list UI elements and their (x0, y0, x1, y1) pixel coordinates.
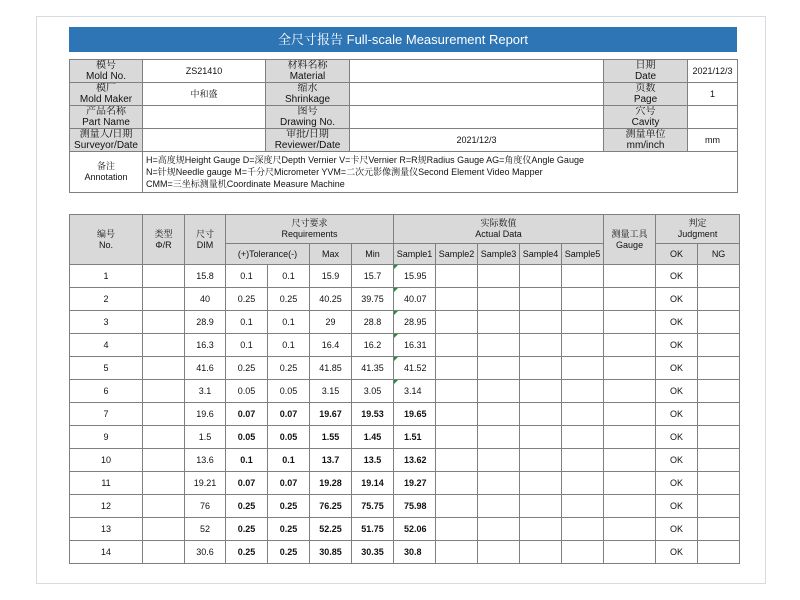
row-sample5[interactable] (562, 265, 604, 288)
row-tol-plus: 0.05 (226, 380, 268, 403)
row-sample3[interactable] (478, 265, 520, 288)
row-min: 41.35 (352, 357, 394, 380)
row-ng[interactable] (698, 403, 740, 426)
mold-maker-label: 模厂 Mold Maker (70, 83, 143, 106)
row-tol-plus: 0.1 (226, 449, 268, 472)
row-dim: 19.6 (185, 403, 226, 426)
row-no: 1 (70, 265, 143, 288)
row-gauge[interactable] (604, 334, 656, 357)
part-name-label: 产品名称 Part Name (70, 106, 143, 129)
row-sample5[interactable] (562, 495, 604, 518)
annotation-line-1: H=高度规Height Gauge D=深度尺Depth Vernier V=卡尺Vernier R=R规Radius Gauge AG=角度仪Angle Gauge (146, 155, 584, 165)
row-type[interactable] (143, 449, 185, 472)
row-sample1[interactable]: 19.65 (394, 403, 436, 426)
unit-value[interactable]: mm (688, 129, 738, 152)
row-sample5[interactable] (562, 518, 604, 541)
row-ok[interactable]: OK (656, 541, 698, 564)
row-sample5[interactable] (562, 403, 604, 426)
row-max: 30.85 (310, 541, 352, 564)
row-max: 19.28 (310, 472, 352, 495)
table-row (70, 403, 740, 426)
row-min: 51.75 (352, 518, 394, 541)
surveyor-label: 测量人/日期 Surveyor/Date (70, 129, 143, 152)
row-type[interactable] (143, 541, 185, 564)
row-type[interactable] (143, 403, 185, 426)
row-tol-plus: 0.1 (226, 334, 268, 357)
row-type[interactable] (143, 472, 185, 495)
cavity-label: 穴号 Cavity (604, 106, 688, 129)
row-sample3[interactable] (478, 311, 520, 334)
row-sample2[interactable] (436, 334, 478, 357)
row-tol-minus: 0.1 (268, 265, 310, 288)
mold-no-value[interactable]: ZS21410 (143, 60, 266, 83)
row-tol-plus: 0.1 (226, 311, 268, 334)
row-sample4[interactable] (520, 288, 562, 311)
row-max: 41.85 (310, 357, 352, 380)
row-max: 1.55 (310, 426, 352, 449)
row-max: 29 (310, 311, 352, 334)
row-sample1[interactable]: 40.07 (394, 288, 436, 311)
row-no: 4 (70, 334, 143, 357)
page-label: 页数 Page (604, 83, 688, 106)
row-sample5[interactable] (562, 288, 604, 311)
annotation-line-2: N=针规Needle gauge M=千分尺Micrometer YVM=二次元影像测量仪Second Element Video Mapper (146, 167, 543, 177)
row-sample5[interactable] (562, 472, 604, 495)
row-gauge[interactable] (604, 403, 656, 426)
row-gauge[interactable] (604, 288, 656, 311)
row-ng[interactable] (698, 334, 740, 357)
row-ng[interactable] (698, 426, 740, 449)
row-sample2[interactable] (436, 357, 478, 380)
row-dim: 13.6 (185, 449, 226, 472)
row-sample1[interactable]: 52.06 (394, 518, 436, 541)
row-no: 11 (70, 472, 143, 495)
row-sample4[interactable] (520, 541, 562, 564)
row-sample5[interactable] (562, 541, 604, 564)
table-row (70, 426, 740, 449)
row-gauge[interactable] (604, 518, 656, 541)
row-min: 30.35 (352, 541, 394, 564)
row-no: 7 (70, 403, 143, 426)
table-row (70, 449, 740, 472)
row-ok[interactable]: OK (656, 449, 698, 472)
row-sample1[interactable]: 13.62 (394, 449, 436, 472)
material-value[interactable] (350, 60, 604, 83)
header-max: Max (310, 244, 352, 265)
row-sample3[interactable] (478, 288, 520, 311)
table-row (70, 357, 740, 380)
material-label: 材料名称 Material (266, 60, 350, 83)
drawing-no-value[interactable] (350, 106, 604, 129)
row-dim: 40 (185, 288, 226, 311)
row-sample4[interactable] (520, 495, 562, 518)
annotation-box (143, 152, 738, 193)
measurement-table (69, 214, 740, 564)
row-tol-minus: 0.05 (268, 426, 310, 449)
row-sample1[interactable]: 3.14 (394, 380, 436, 403)
header-judgment: 判定 Judgment (656, 215, 740, 244)
annotation-line-3: CMM=三坐标测量机Coordinate Measure Machine (146, 179, 345, 189)
row-tol-plus: 0.07 (226, 403, 268, 426)
reviewer-value[interactable]: 2021/12/3 (350, 129, 604, 152)
row-max: 15.9 (310, 265, 352, 288)
row-ng[interactable] (698, 380, 740, 403)
row-ng[interactable] (698, 265, 740, 288)
row-ok[interactable]: OK (656, 288, 698, 311)
table-row (70, 380, 740, 403)
row-sample2[interactable] (436, 518, 478, 541)
row-min: 16.2 (352, 334, 394, 357)
row-tol-plus: 0.25 (226, 518, 268, 541)
row-no: 12 (70, 495, 143, 518)
row-sample2[interactable] (436, 541, 478, 564)
row-sample2[interactable] (436, 449, 478, 472)
row-ng[interactable] (698, 449, 740, 472)
row-ok[interactable]: OK (656, 403, 698, 426)
row-ng[interactable] (698, 541, 740, 564)
row-dim: 1.5 (185, 426, 226, 449)
row-min: 13.5 (352, 449, 394, 472)
row-dim: 15.8 (185, 265, 226, 288)
row-sample1[interactable]: 15.95 (394, 265, 436, 288)
header-actual-data: 实际数值 Actual Data (394, 215, 604, 244)
row-min: 3.05 (352, 380, 394, 403)
row-max: 16.4 (310, 334, 352, 357)
row-sample1[interactable]: 1.51 (394, 426, 436, 449)
row-sample2[interactable] (436, 288, 478, 311)
row-min: 19.53 (352, 403, 394, 426)
row-dim: 76 (185, 495, 226, 518)
row-tol-plus: 0.07 (226, 472, 268, 495)
row-type[interactable] (143, 426, 185, 449)
row-tol-minus: 0.25 (268, 357, 310, 380)
row-tol-plus: 0.25 (226, 288, 268, 311)
unit-label: 测量单位 mm/inch (604, 129, 688, 152)
row-ok[interactable]: OK (656, 426, 698, 449)
row-dim: 16.3 (185, 334, 226, 357)
row-sample2[interactable] (436, 403, 478, 426)
row-tol-minus: 0.1 (268, 311, 310, 334)
row-sample4[interactable] (520, 472, 562, 495)
row-sample4[interactable] (520, 426, 562, 449)
row-ok[interactable]: OK (656, 518, 698, 541)
header-sample1: Sample1 (394, 244, 436, 265)
row-tol-minus: 0.25 (268, 541, 310, 564)
row-gauge[interactable] (604, 357, 656, 380)
row-ok[interactable]: OK (656, 495, 698, 518)
row-sample5[interactable] (562, 311, 604, 334)
row-sample3[interactable] (478, 403, 520, 426)
row-tol-plus: 0.05 (226, 426, 268, 449)
header-sample5: Sample5 (562, 244, 604, 265)
mold-maker-value[interactable]: 中和盛 (143, 83, 266, 106)
header-type: 类型 Φ/R (143, 215, 185, 265)
cavity-value[interactable] (688, 106, 738, 129)
row-sample3[interactable] (478, 472, 520, 495)
row-tol-plus: 0.1 (226, 265, 268, 288)
row-ok[interactable]: OK (656, 265, 698, 288)
table-row (70, 288, 740, 311)
header-ok: OK (656, 244, 698, 265)
row-gauge[interactable] (604, 311, 656, 334)
row-gauge[interactable] (604, 495, 656, 518)
row-max: 76.25 (310, 495, 352, 518)
row-min: 1.45 (352, 426, 394, 449)
row-gauge[interactable] (604, 472, 656, 495)
row-dim: 41.6 (185, 357, 226, 380)
row-gauge[interactable] (604, 380, 656, 403)
row-ng[interactable] (698, 472, 740, 495)
row-sample1[interactable]: 41.52 (394, 357, 436, 380)
row-sample1[interactable]: 16.31 (394, 334, 436, 357)
row-tol-minus: 0.05 (268, 380, 310, 403)
row-sample3[interactable] (478, 541, 520, 564)
row-sample2[interactable] (436, 265, 478, 288)
row-tol-minus: 0.25 (268, 495, 310, 518)
table-row (70, 311, 740, 334)
row-sample2[interactable] (436, 311, 478, 334)
row-tol-minus: 0.25 (268, 518, 310, 541)
header-tolerance: (+)Tolerance(-) (226, 244, 310, 265)
row-ng[interactable] (698, 357, 740, 380)
row-tol-minus: 0.07 (268, 403, 310, 426)
row-ng[interactable] (698, 288, 740, 311)
shrinkage-value[interactable] (350, 83, 604, 106)
annotation-label: 备注 Annotation (70, 152, 143, 193)
row-sample4[interactable] (520, 357, 562, 380)
report-title: 全尺寸报告 Full-scale Measurement Report (69, 27, 737, 52)
row-no: 10 (70, 449, 143, 472)
row-max: 19.67 (310, 403, 352, 426)
row-ok[interactable]: OK (656, 472, 698, 495)
table-row (70, 495, 740, 518)
row-tol-minus: 0.25 (268, 288, 310, 311)
row-type[interactable] (143, 288, 185, 311)
measurement-rows (70, 265, 740, 564)
row-sample4[interactable] (520, 265, 562, 288)
row-type[interactable] (143, 334, 185, 357)
header-sample2: Sample2 (436, 244, 478, 265)
row-type[interactable] (143, 311, 185, 334)
row-no: 14 (70, 541, 143, 564)
reviewer-label: 审批/日期 Reviewer/Date (266, 129, 350, 152)
row-gauge[interactable] (604, 541, 656, 564)
row-sample4[interactable] (520, 403, 562, 426)
row-sample5[interactable] (562, 449, 604, 472)
row-sample5[interactable] (562, 380, 604, 403)
row-dim: 28.9 (185, 311, 226, 334)
row-type[interactable] (143, 357, 185, 380)
row-sample2[interactable] (436, 426, 478, 449)
row-type[interactable] (143, 265, 185, 288)
row-tol-plus: 0.25 (226, 357, 268, 380)
date-label: 日期 Date (604, 60, 688, 83)
table-row (70, 265, 740, 288)
row-min: 28.8 (352, 311, 394, 334)
header-no: 编号 No. (70, 215, 143, 265)
row-sample2[interactable] (436, 380, 478, 403)
row-sample1[interactable]: 28.95 (394, 311, 436, 334)
row-ok[interactable]: OK (656, 380, 698, 403)
row-type[interactable] (143, 495, 185, 518)
mold-no-label: 模号 Mold No. (70, 60, 143, 83)
row-no: 13 (70, 518, 143, 541)
row-max: 3.15 (310, 380, 352, 403)
row-tol-minus: 0.07 (268, 472, 310, 495)
header-min: Min (352, 244, 394, 265)
header-requirements: 尺寸要求 Requirements (226, 215, 394, 244)
row-sample1[interactable]: 75.98 (394, 495, 436, 518)
part-name-value[interactable] (143, 106, 266, 129)
row-sample3[interactable] (478, 518, 520, 541)
row-no: 5 (70, 357, 143, 380)
row-ng[interactable] (698, 495, 740, 518)
shrinkage-label: 缩水 Shrinkage (266, 83, 350, 106)
row-sample5[interactable] (562, 426, 604, 449)
row-dim: 3.1 (185, 380, 226, 403)
row-sample5[interactable] (562, 357, 604, 380)
row-gauge[interactable] (604, 265, 656, 288)
row-gauge[interactable] (604, 449, 656, 472)
row-tol-minus: 0.1 (268, 449, 310, 472)
drawing-no-label: 图号 Drawing No. (266, 106, 350, 129)
row-ok[interactable]: OK (656, 357, 698, 380)
row-sample4[interactable] (520, 334, 562, 357)
table-row (70, 541, 740, 564)
row-sample3[interactable] (478, 334, 520, 357)
row-max: 13.7 (310, 449, 352, 472)
row-sample1[interactable]: 19.27 (394, 472, 436, 495)
row-ng[interactable] (698, 518, 740, 541)
row-no: 6 (70, 380, 143, 403)
table-row (70, 334, 740, 357)
row-ng[interactable] (698, 311, 740, 334)
row-sample2[interactable] (436, 472, 478, 495)
row-tol-minus: 0.1 (268, 334, 310, 357)
info-table (69, 59, 738, 193)
row-max: 52.25 (310, 518, 352, 541)
row-sample3[interactable] (478, 426, 520, 449)
header-gauge: 测量工具 Gauge (604, 215, 656, 265)
row-tol-plus: 0.25 (226, 495, 268, 518)
header-ng: NG (698, 244, 740, 265)
row-min: 19.14 (352, 472, 394, 495)
row-sample4[interactable] (520, 311, 562, 334)
row-type[interactable] (143, 518, 185, 541)
table-row (70, 472, 740, 495)
table-row (70, 518, 740, 541)
row-sample1[interactable]: 30.8 (394, 541, 436, 564)
row-no: 9 (70, 426, 143, 449)
row-sample3[interactable] (478, 357, 520, 380)
row-max: 40.25 (310, 288, 352, 311)
row-tol-plus: 0.25 (226, 541, 268, 564)
date-value[interactable]: 2021/12/3 (688, 60, 738, 83)
row-sample4[interactable] (520, 449, 562, 472)
row-min: 15.7 (352, 265, 394, 288)
row-min: 39.75 (352, 288, 394, 311)
header-sample4: Sample4 (520, 244, 562, 265)
row-no: 2 (70, 288, 143, 311)
row-sample3[interactable] (478, 380, 520, 403)
surveyor-value[interactable] (143, 129, 266, 152)
row-dim: 19.21 (185, 472, 226, 495)
row-ok[interactable]: OK (656, 311, 698, 334)
row-gauge[interactable] (604, 426, 656, 449)
header-dim: 尺寸 DIM (185, 215, 226, 265)
row-sample4[interactable] (520, 380, 562, 403)
row-type[interactable] (143, 380, 185, 403)
row-no: 3 (70, 311, 143, 334)
row-min: 75.75 (352, 495, 394, 518)
row-ok[interactable]: OK (656, 334, 698, 357)
row-sample3[interactable] (478, 495, 520, 518)
header-sample3: Sample3 (478, 244, 520, 265)
row-sample2[interactable] (436, 495, 478, 518)
row-dim: 30.6 (185, 541, 226, 564)
row-dim: 52 (185, 518, 226, 541)
page-value[interactable]: 1 (688, 83, 738, 106)
row-sample4[interactable] (520, 518, 562, 541)
row-sample5[interactable] (562, 334, 604, 357)
row-sample3[interactable] (478, 449, 520, 472)
